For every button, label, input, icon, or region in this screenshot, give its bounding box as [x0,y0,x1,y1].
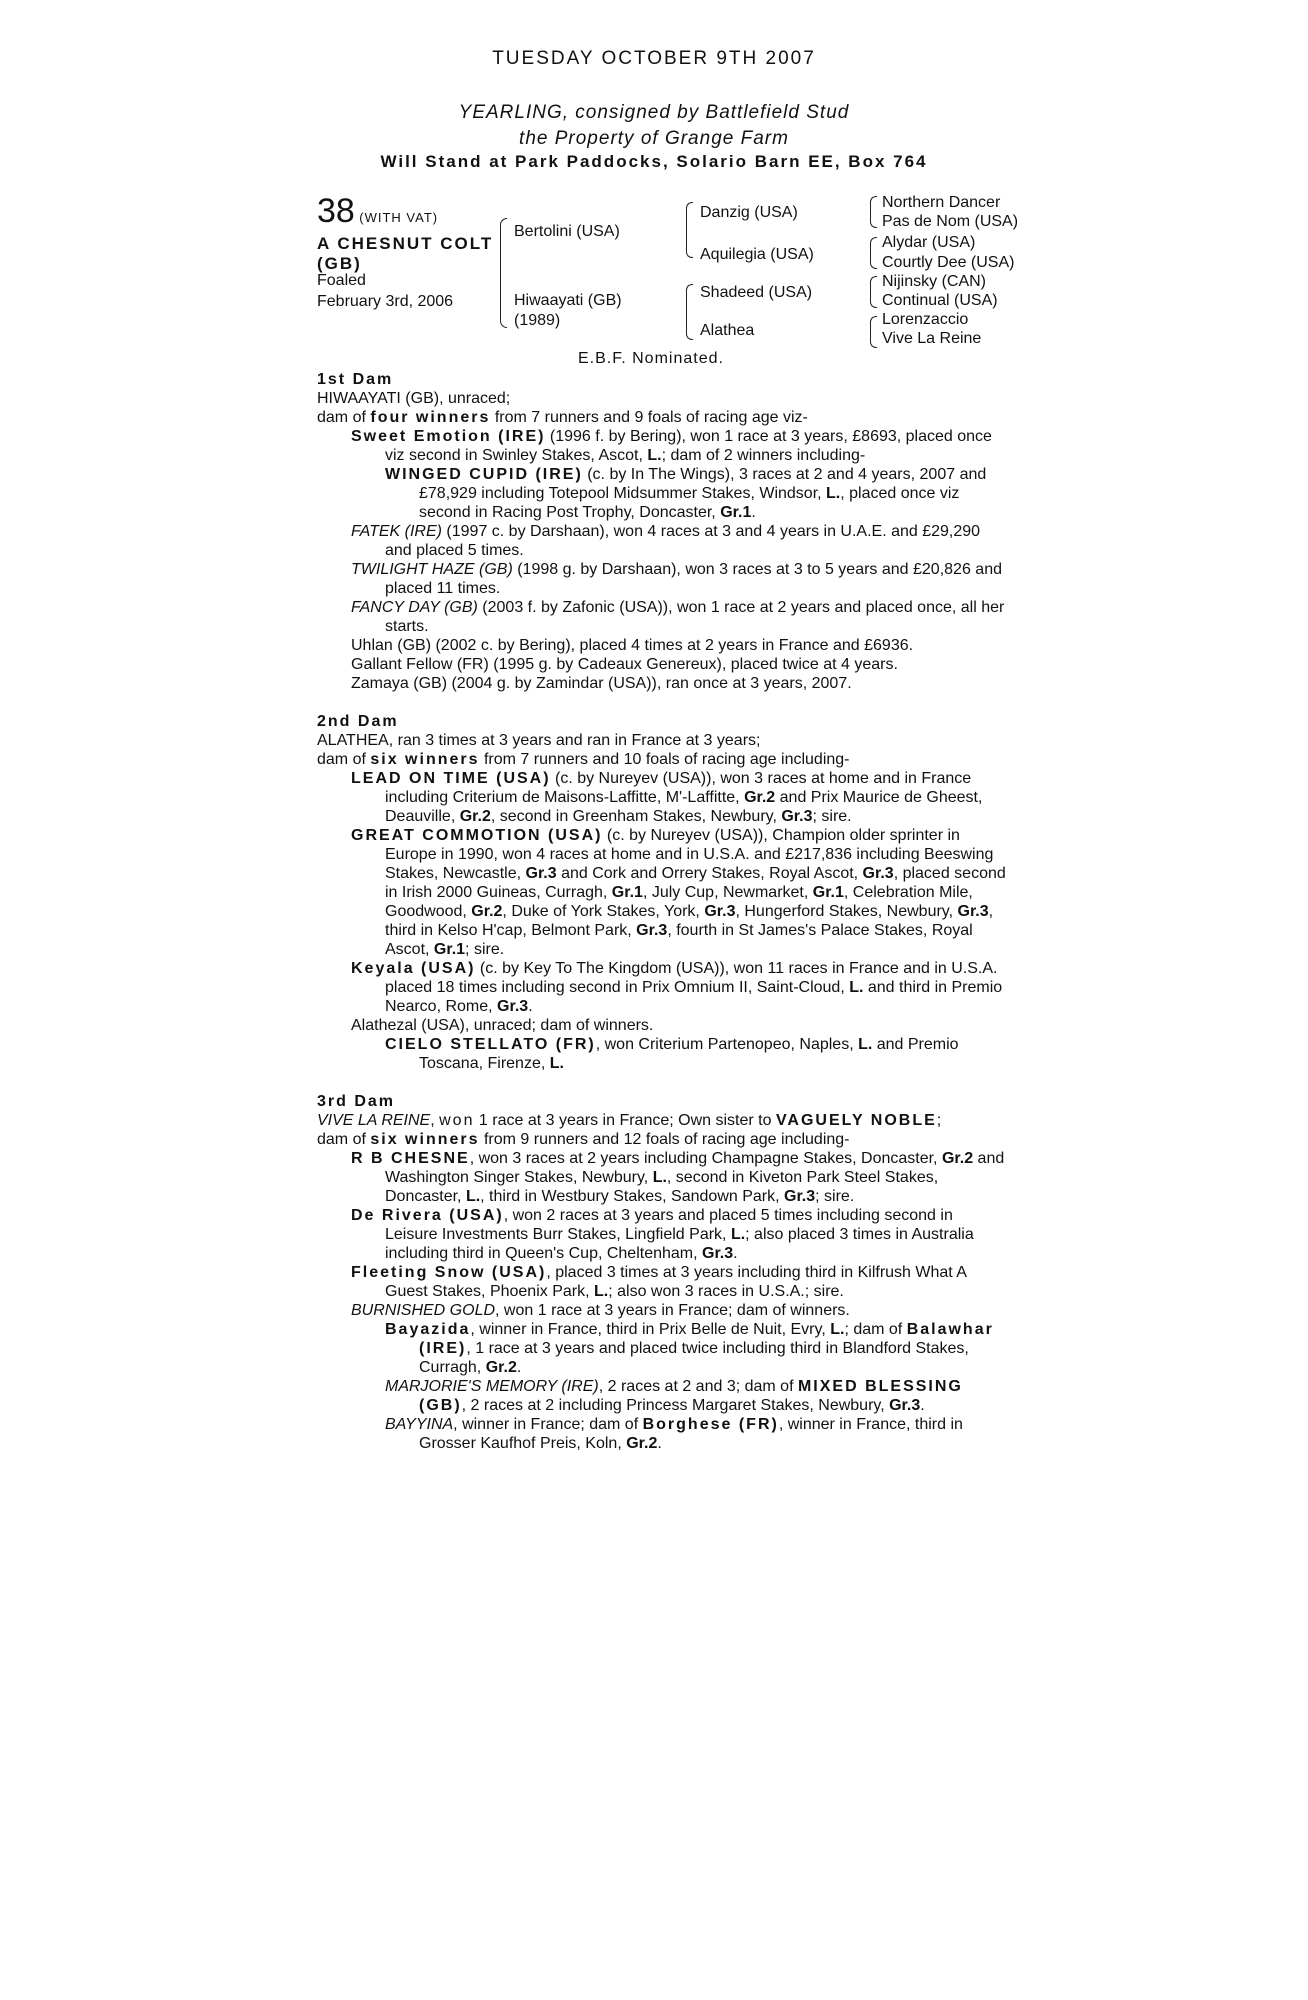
list-item: MARJORIE'S MEMORY (IRE), 2 races at 2 and 3; dam of MIXED BLESSING (GB), 2 races at 2 including Princess Margaret Stakes, Newbury, Gr.3. [385,1378,963,1414]
property-line: the Property of Grange Farm [519,128,789,149]
pedigree-brace-main [500,218,507,328]
list-item: Alathezal (USA), unraced; dam of winners. [351,1017,654,1034]
dam-history [317,370,1007,1453]
list-item: Bayazida, winner in France, third in Prix Belle de Nuit, Evry, L.; dam of Balawhar (IRE), 1 race at 3 years and placed twice including third in Blandford Stakes, Curragh, Gr.2. [385,1321,994,1376]
lot-country: (GB) [317,254,362,273]
pedigree-g7: Lorenzaccio [882,311,969,328]
pedigree-brace-g2 [870,237,877,269]
list-item: WINGED CUPID (IRE) (c. by In The Wings), 3 races at 2 and 4 years, 2007 and £78,929 including Totepool Midsummer Stakes, Windsor, L., placed once viz second in Racing Post Trophy, Doncaster, Gr.1. [385,466,987,521]
pedigree-dam-dam: Alathea [700,322,755,339]
pedigree-brace-g3 [870,276,877,308]
pedigree-sire: Bertolini (USA) [514,223,620,240]
stand-line: Will Stand at Park Paddocks, Solario Barn EE, Box 764 [380,152,928,171]
list-item: TWILIGHT HAZE (GB) (1998 g. by Darshaan), won 3 races at 3 to 5 years and £20,826 and placed 11 times. [351,561,1002,597]
first-dam-heading: 1st Dam [317,371,394,388]
list-item: Keyala (USA) (c. by Key To The Kingdom (USA)), won 11 races in France and in U.S.A. placed 18 times including second in Prix Omnium II, Saint-Cloud, L. and third in Premio Nearco, Rome, Gr.3. [351,960,1003,1015]
pedigree-g1: Northern Dancer [882,194,1001,211]
pedigree-g4: Courtly Dee (USA) [882,254,1015,271]
pedigree-brace-g4 [870,316,877,348]
list-item: FANCY DAY (GB) (2003 f. by Zafonic (USA)), won 1 race at 2 years and placed once, all her starts. [351,599,1005,635]
foaled-date: February 3rd, 2006 [317,293,454,310]
pedigree-g8: Vive La Reine [882,330,982,347]
pedigree-dam: Hiwaayati (GB) [514,292,622,309]
third-dam-intro: VIVE LA REINE, won 1 race at 3 years in France; Own sister to VAGUELY NOBLE; [317,1112,942,1129]
pedigree-brace-sire [686,202,693,258]
list-item: Gallant Fellow (FR) (1995 g. by Cadeaux Genereux), placed twice at 4 years. [351,656,898,673]
list-item: Sweet Emotion (IRE) (1996 f. by Bering), won 1 race at 3 years, £8693, placed once viz second in Swinley Stakes, Ascot, L.; dam of 2 winners including- [351,428,992,464]
list-item: Fleeting Snow (USA), placed 3 times at 3 years including third in Kilfrush What A Guest Stakes, Phoenix Park, L.; also won 3 races in U.S.A.; sire. [351,1264,967,1300]
pedigree-g2: Pas de Nom (USA) [882,213,1019,230]
lot-description: A CHESNUT COLT [317,234,494,253]
second-dam-intro: ALATHEA, ran 3 times at 3 years and ran in France at 3 years; [317,732,761,749]
list-item: BAYYINA, winner in France; dam of Borghese (FR), winner in France, third in Grosser Kaufhof Preis, Koln, Gr.2. [385,1416,963,1452]
pedigree-dam-year: (1989) [514,312,561,329]
pedigree-g6: Continual (USA) [882,292,998,309]
pedigree-brace-dam [686,284,693,340]
lot-number-line [317,192,438,231]
second-dam-summary: dam of six winners from 7 runners and 10 foals of racing age including- [317,751,850,768]
list-item: GREAT COMMOTION (USA) (c. by Nureyev (USA)), Champion older sprinter in Europe in 1990, won 4 races at home and in U.S.A. and £217,836 including Beeswing Stakes, Newcastle, Gr.3 and Cork and Orrery Stakes, Royal Ascot, Gr.3, placed second in Irish 2000 Guineas, Curragh, Gr.1, July Cup, Newmarket, Gr.1, Celebration Mile, Goodwood, Gr.2, Duke of York Stakes, York, Gr.3, Hungerford Stakes, Newbury, Gr.3, third in Kelso H'cap, Belmont Park, Gr.3, fourth in St James's Palace Stakes, Royal Ascot, Gr.1; sire. [351,827,1006,958]
list-item: R B CHESNE, won 3 races at 2 years including Champagne Stakes, Doncaster, Gr.2 and Washington Singer Stakes, Newbury, L., second in Kiveton Park Steel Stakes, Doncaster, L., third in Westbury Stakes, Sandown Park, Gr.3; sire. [351,1150,1005,1205]
pedigree-brace-g1 [870,196,877,228]
pedigree-sire-dam: Aquilegia (USA) [700,246,814,263]
list-item: CIELO STELLATO (FR), won Criterium Partenopeo, Naples, L. and Premio Toscana, Firenze, L. [385,1036,959,1072]
sale-date: TUESDAY OCTOBER 9TH 2007 [492,48,816,69]
second-dam-heading: 2nd Dam [317,713,399,730]
third-dam-heading: 3rd Dam [317,1093,396,1110]
first-dam-intro: HIWAAYATI (GB), unraced; [317,390,511,407]
consignor-line: YEARLING, consigned by Battlefield Stud [458,102,850,123]
vat-label: (WITH VAT) [359,210,439,225]
list-item: De Rivera (USA), won 2 races at 3 years and placed 5 times including second in Leisure Investments Burr Stakes, Lingfield Park, L.; also placed 3 times in Australia including third in Queen's Cup, Cheltenham, Gr.3. [351,1207,974,1262]
list-item: Uhlan (GB) (2002 c. by Bering), placed 4 times at 2 years in France and £6936. [351,637,914,654]
list-item: FATEK (IRE) (1997 c. by Darshaan), won 4 races at 3 and 4 years in U.A.E. and £29,290 and placed 5 times. [351,523,981,559]
ebf-nominated: E.B.F. Nominated. [578,350,724,367]
foaled-label: Foaled [317,272,366,289]
pedigree-g3: Alydar (USA) [882,234,976,251]
pedigree-g5: Nijinsky (CAN) [882,273,986,290]
list-item: Zamaya (GB) (2004 g. by Zamindar (USA)), ran once at 3 years, 2007. [351,675,852,692]
first-dam-summary: dam of four winners from 7 runners and 9 foals of racing age viz- [317,409,808,426]
lot-number: 38 [317,192,355,230]
list-item: LEAD ON TIME (USA) (c. by Nureyev (USA)), won 3 races at home and in France including Criterium de Maisons-Laffitte, M'-Laffitte, Gr.2 and Prix Maurice de Gheest, Deauville, Gr.2, second in Greenham Stakes, Newbury, Gr.3; sire. [351,770,983,825]
pedigree-dam-sire: Shadeed (USA) [700,284,813,301]
third-dam-summary: dam of six winners from 9 runners and 12 foals of racing age including- [317,1131,850,1148]
pedigree-sire-sire: Danzig (USA) [700,204,798,221]
list-item: BURNISHED GOLD, won 1 race at 3 years in France; dam of winners. [351,1302,850,1319]
